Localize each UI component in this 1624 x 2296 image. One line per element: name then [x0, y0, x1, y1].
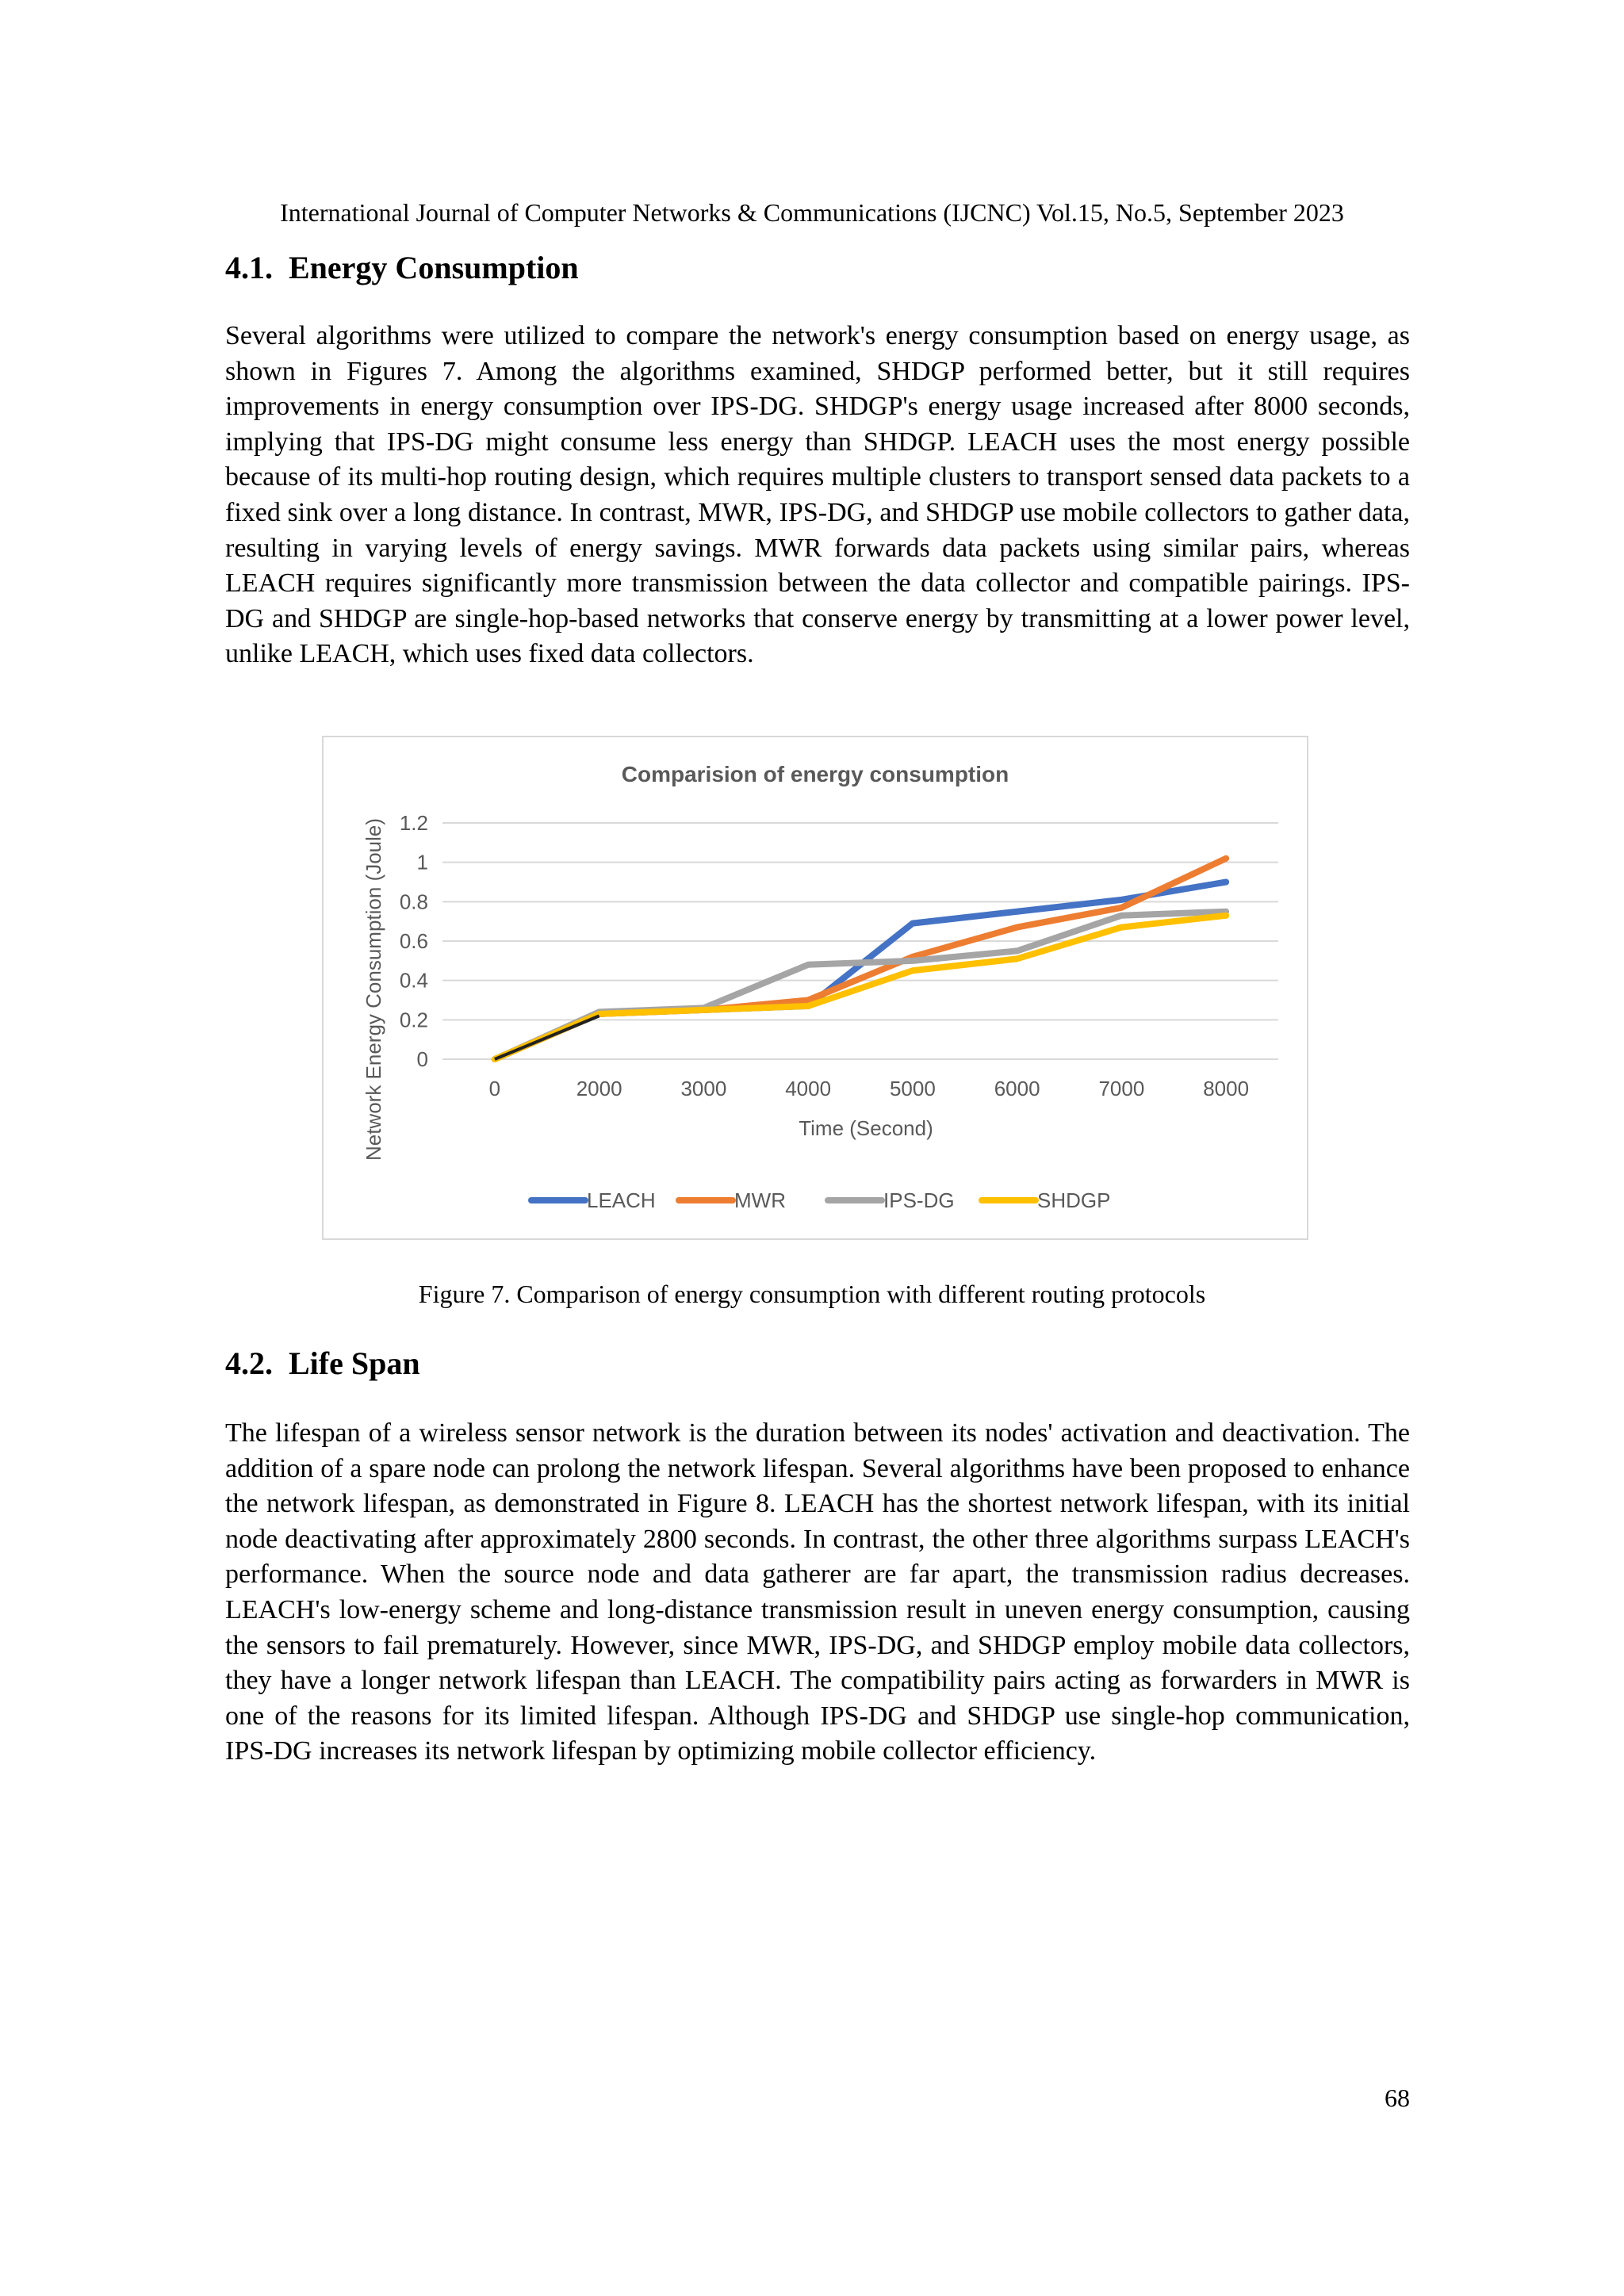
- section-number: 4.1.: [225, 250, 273, 285]
- paragraph-text: The lifespan of a wireless sensor network is the duration between its nodes' activation and deactivation. The addition of a spare node can prolong the network lifespan. Several algorithms have been proposed to enhance the network lifespan, as demonstrated in Figure 8. LEACH has the shortest network lifespan, with its initial node deactivating after approximately 2800 seconds. In contrast, the other three algorithms surpass LEACH's performance. When the source node and data gatherer are far apart, the transmission radius decreases. LEACH's low-energy scheme and long-distance transmission result in uneven energy consumption, causing the sensors to fail prematurely. However, since MWR, IPS-DG, and SHDGP employ mobile data collectors, they have a longer network lifespan than LEACH. The compatibility pairs acting as forwarders in MWR is one of the reasons for its limited lifespan. Although IPS-DG and SHDGP use single-hop communication, IPS-DG increases its network lifespan by optimizing mobile collector efficiency.: [225, 1418, 1410, 1766]
- y-axis-label: Network Energy Consumption (Joule): [362, 817, 385, 1161]
- section-heading-energy-consumption: [225, 249, 579, 287]
- x-tick-label: 6000: [994, 1077, 1040, 1100]
- y-tick-label: 1: [416, 850, 428, 874]
- x-tick-label: 7000: [1098, 1077, 1145, 1100]
- section-number: 4.2.: [225, 1345, 273, 1381]
- x-tick-label: 3000: [680, 1077, 727, 1100]
- series-line-mwr: [495, 859, 1226, 1059]
- x-tick-label: 5000: [889, 1077, 936, 1100]
- chart-title: Comparision of energy consumption: [621, 762, 1009, 786]
- y-tick-label: 0.8: [399, 890, 428, 914]
- y-tick-label: 0: [416, 1047, 428, 1071]
- energy-consumption-chart: [322, 736, 1308, 1240]
- figure-caption: Figure 7. Comparison of energy consumption with different routing protocols: [418, 1280, 1206, 1308]
- series-overlap-segment: [495, 1016, 599, 1059]
- journal-header: International Journal of Computer Networks & Communications (IJCNC) Vol.15, No.5, September 2023: [280, 198, 1344, 227]
- life-span-paragraph: [225, 1416, 1410, 1770]
- page-number: 68: [1385, 2084, 1410, 2112]
- energy-consumption-paragraph: [225, 319, 1410, 672]
- y-tick-label: 0.6: [399, 929, 428, 953]
- legend-label-mwr: MWR: [734, 1188, 786, 1212]
- x-tick-label: 8000: [1203, 1077, 1250, 1100]
- x-tick-label: 0: [488, 1077, 501, 1100]
- paragraph-text: Several algorithms were utilized to compare the network's energy consumption based on energy usage, as shown in Figures 7. Among the algorithms examined, SHDGP performed better, but it still requires improvements in energy consumption over IPS-DG. SHDGP's energy usage increased after 8000 seconds, implying that IPS-DG might consume less energy than SHDGP. LEACH uses the most energy possible because of its multi-hop routing design, which requires multiple clusters to transport sensed data packets to a fixed sink over a long distance. In contrast, MWR, IPS-DG, and SHDGP use mobile collectors to gather data, resulting in varying levels of energy savings. MWR forwards data packets using similar pairs, whereas LEACH requires significantly more transmission between the data collector and compatible pairings. IPS-DG and SHDGP are single-hop-based networks that conserve energy by transmitting at a lower power level, unlike LEACH, which uses fixed data collectors.: [225, 321, 1410, 669]
- section-title: Energy Consumption: [289, 250, 579, 285]
- x-axis-label: Time (Second): [799, 1116, 933, 1140]
- legend-label-shdgp: SHDGP: [1037, 1188, 1111, 1212]
- section-heading-life-span: [225, 1345, 420, 1383]
- x-tick-label: 2000: [576, 1077, 622, 1100]
- legend-label-ips-dg: IPS-DG: [883, 1188, 955, 1212]
- chart-svg: [324, 737, 1307, 1238]
- series-line-shdgp: [495, 916, 1226, 1059]
- y-tick-label: 0.4: [399, 968, 428, 993]
- y-tick-label: 0.2: [399, 1008, 428, 1032]
- y-tick-label: 1.2: [399, 811, 428, 835]
- legend-label-leach: LEACH: [587, 1188, 656, 1212]
- section-title: Life Span: [289, 1345, 420, 1381]
- x-tick-label: 4000: [785, 1077, 832, 1100]
